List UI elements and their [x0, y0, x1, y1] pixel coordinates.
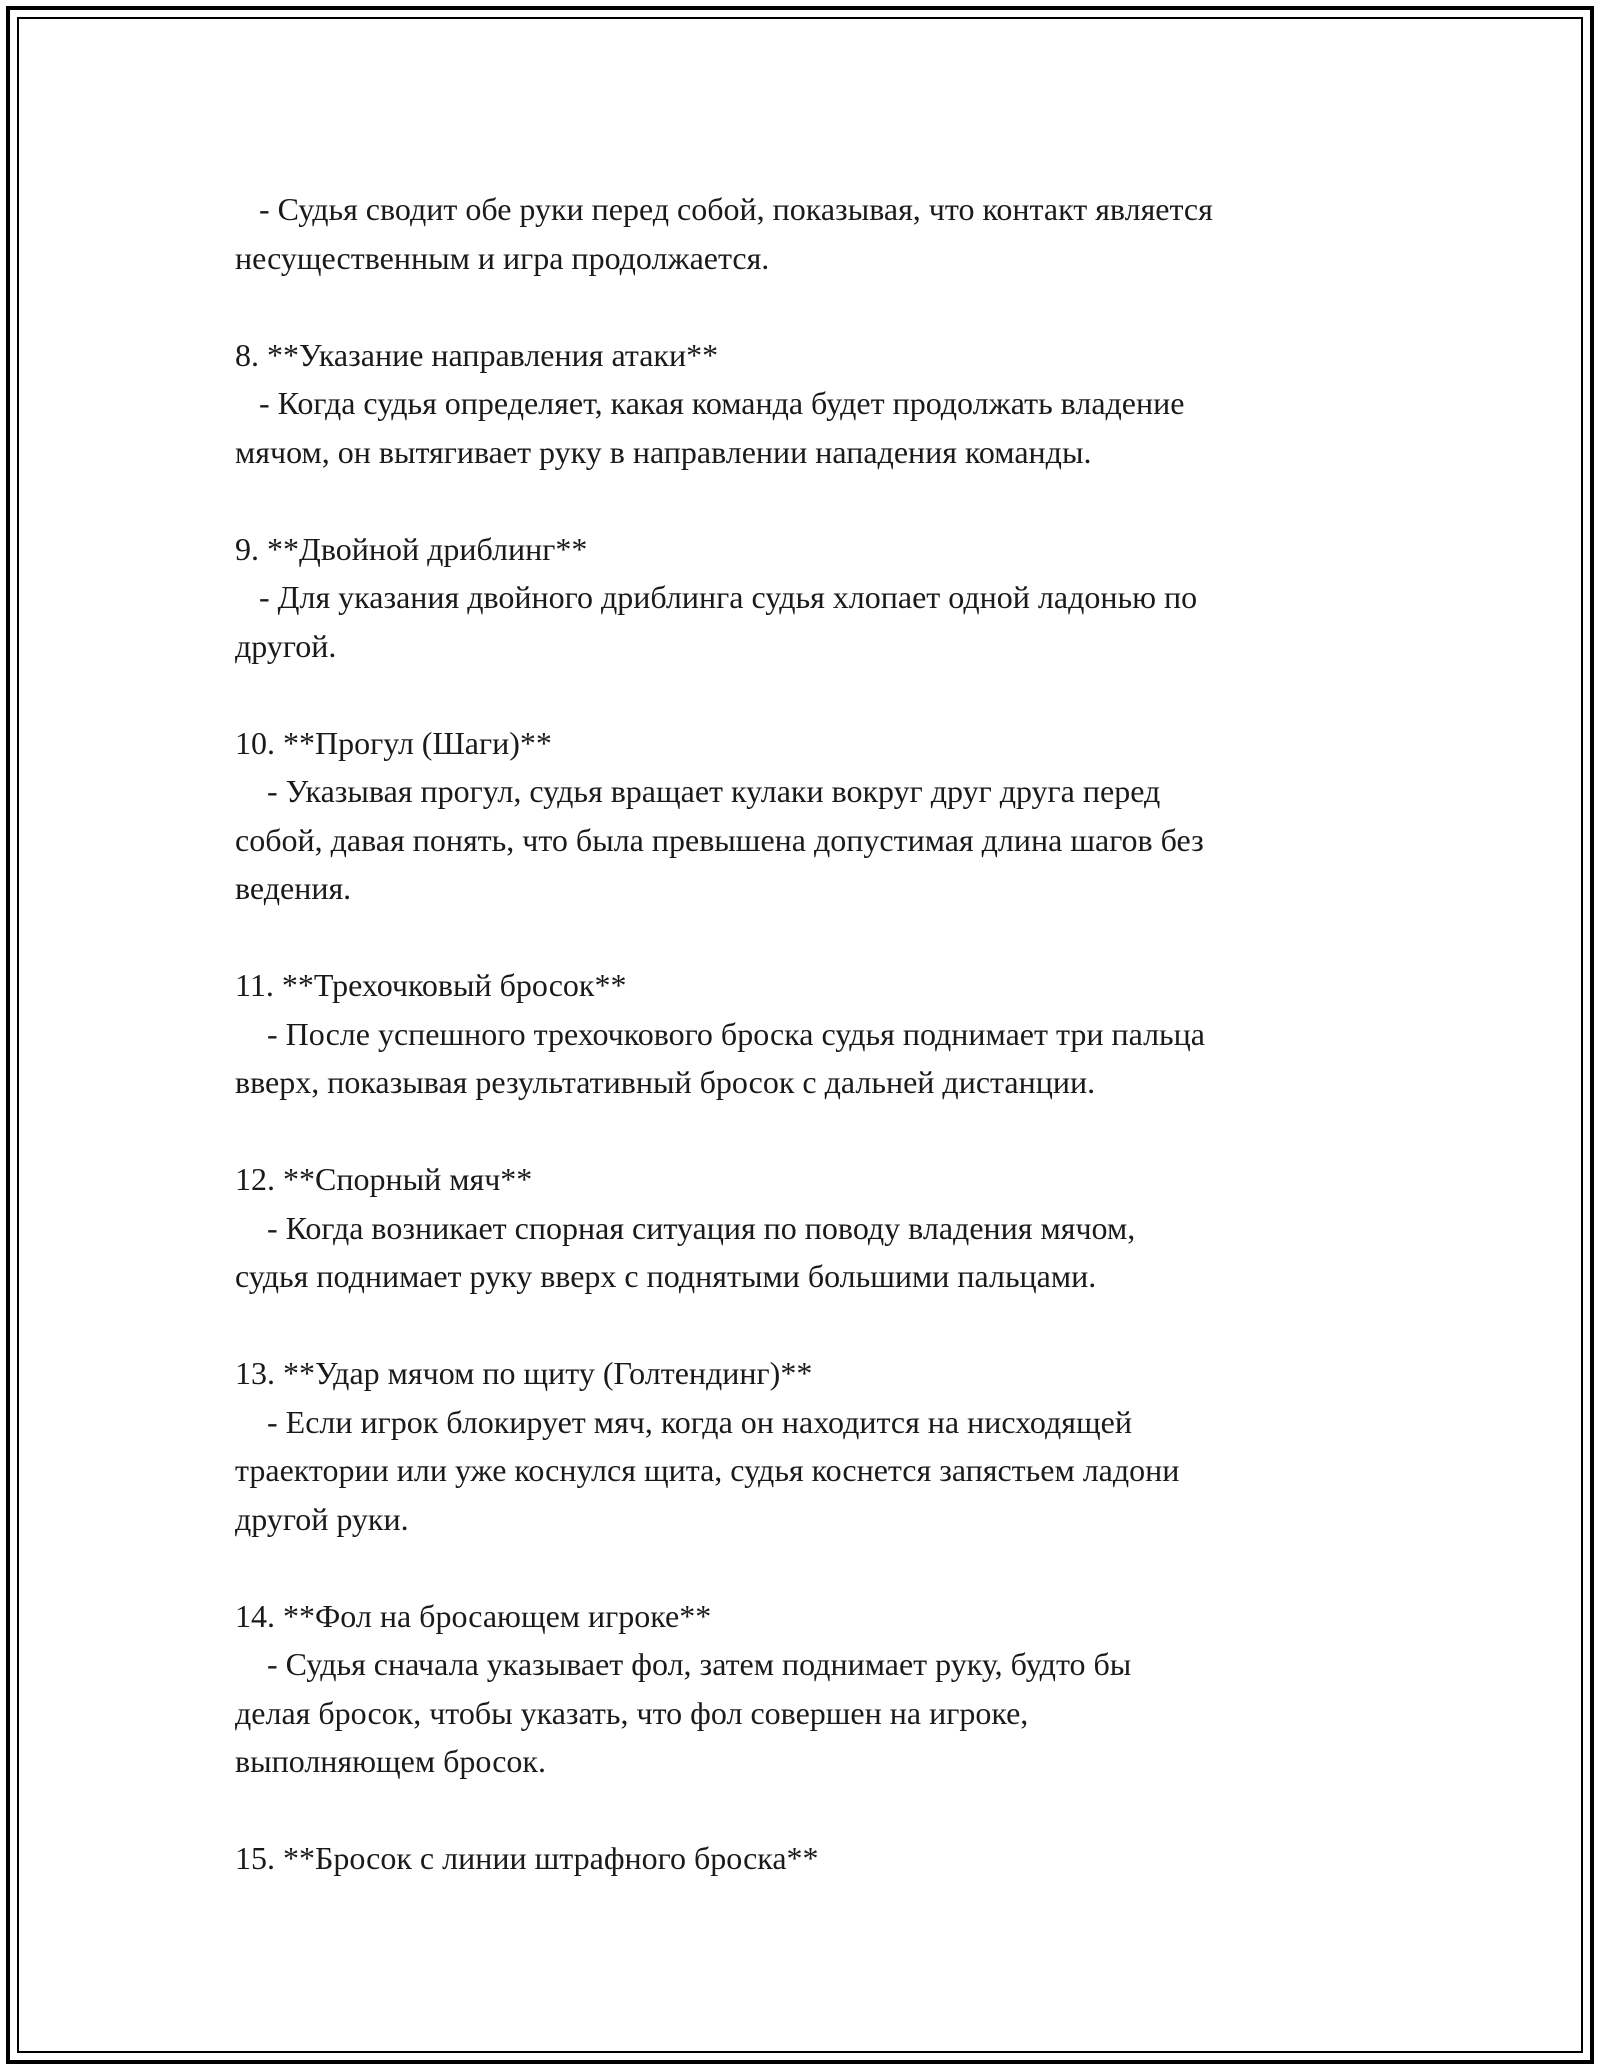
list-item-text: - Указывая прогул, судья вращает кулаки вокруг друг друга перед	[235, 773, 1161, 809]
list-item-text: - После успешного трехочкового броска судья поднимает три пальца	[235, 1015, 1205, 1052]
intro-line: - Судья сводит обе руки перед собой, показывая, что контакт является	[235, 191, 1213, 227]
paragraph-gap	[235, 1301, 1395, 1350]
list-item-text: траектории или уже коснулся щита, судья коснется запястьем ладони	[235, 1452, 1180, 1488]
list-item-14	[235, 1592, 1395, 1786]
paragraph-gap	[235, 670, 1395, 719]
list-item-heading: 15. **Бросок с линии штрафного броска**	[235, 1840, 819, 1876]
list-item-text: - Когда судья определяет, какая команда будет продолжать владение	[235, 385, 1185, 421]
list-item-text: судья поднимает руку вверх с поднятыми большими пальцами.	[235, 1258, 1097, 1294]
list-item-text: - Когда возникает спорная ситуация по поводу владения мячом,	[235, 1209, 1136, 1246]
list-item-9	[235, 525, 1395, 671]
list-item-12	[235, 1155, 1395, 1301]
list-item-text: мячом, он вытягивает руку в направлении нападения команды.	[235, 433, 1092, 470]
list-item-13	[235, 1349, 1395, 1543]
list-item-8	[235, 331, 1395, 477]
list-item-text: - Если игрок блокирует мяч, когда он находится на нисходящей	[235, 1403, 1132, 1440]
list-item-text: другой.	[235, 627, 337, 664]
list-item-text: - Для указания двойного дриблинга судья хлопает одной ладонью по	[235, 579, 1198, 615]
list-item-heading: 13. **Удар мячом по щиту (Голтендинг)**	[235, 1355, 813, 1391]
paragraph-gap	[235, 282, 1395, 331]
list-item-15	[235, 1834, 1395, 1883]
paragraph-gap	[235, 1543, 1395, 1592]
list-item-text: собой, давая понять, что была превышена допустимая длина шагов без	[235, 821, 1204, 858]
list-item-text: вверх, показывая результативный бросок с дальней дистанции.	[235, 1064, 1096, 1100]
list-item-heading: 10. **Прогул (Шаги)**	[235, 724, 552, 761]
list-item-text: другой руки.	[235, 1500, 409, 1537]
list-item-text: выполняющем бросок.	[235, 1743, 546, 1779]
document-body	[235, 185, 1395, 1883]
paragraph-gap	[235, 913, 1395, 962]
paragraph-gap	[235, 1786, 1395, 1835]
list-item-heading: 12. **Спорный мяч**	[235, 1161, 533, 1197]
list-item-10	[235, 719, 1395, 913]
intro-line: несущественным и игра продолжается.	[235, 239, 770, 276]
list-item-heading: 14. **Фол на бросающем игроке**	[235, 1597, 712, 1634]
list-item-text: делая бросок, чтобы указать, что фол совершен на игроке,	[235, 1694, 1029, 1731]
list-item-text: ведения.	[235, 870, 352, 906]
list-item-heading: 9. **Двойной дриблинг**	[235, 530, 588, 567]
paragraph-gap	[235, 476, 1395, 525]
list-item-11	[235, 961, 1395, 1107]
paragraph-gap	[235, 1107, 1395, 1156]
list-item-heading: 8. **Указание направления атаки**	[235, 336, 719, 373]
list-item-text: - Судья сначала указывает фол, затем поднимает руку, будто бы	[235, 1646, 1132, 1682]
list-item-heading: 11. **Трехочковый бросок**	[235, 967, 627, 1003]
